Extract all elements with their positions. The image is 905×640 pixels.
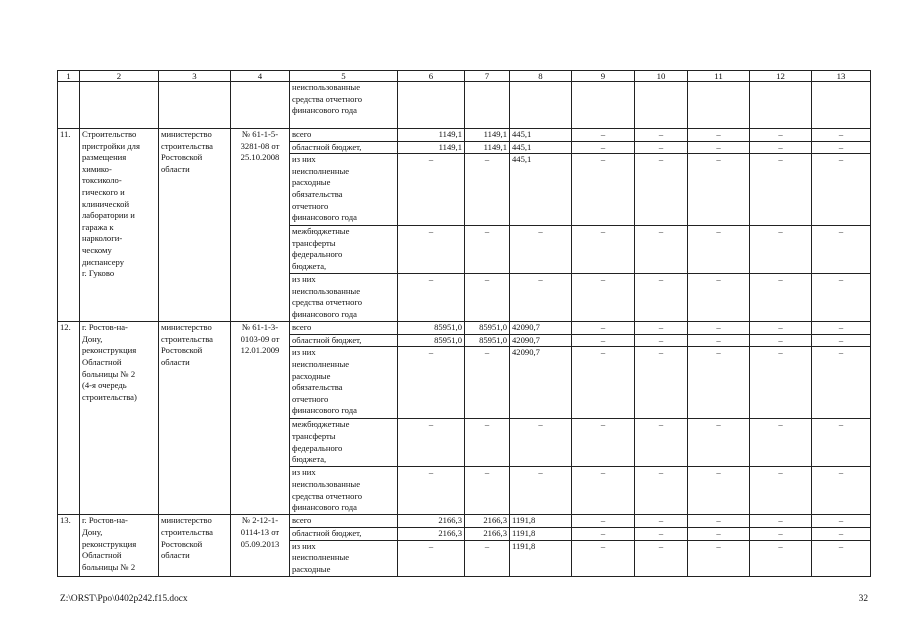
document-reference: № 2-12-1- 0114-13 от 05.09.2013 bbox=[231, 515, 290, 576]
value-cell: – bbox=[750, 226, 812, 274]
document-reference: № 61-1-3- 0103-09 от 12.01.2009 bbox=[231, 322, 290, 515]
value-cell: – bbox=[750, 347, 812, 419]
value-cell: 1149,1 bbox=[465, 141, 510, 154]
organization-name: министерство строительства Ростовской области bbox=[159, 129, 231, 322]
value-cell: – bbox=[812, 141, 871, 154]
col-number: 12 bbox=[750, 71, 812, 82]
value-cell: 85951,0 bbox=[398, 322, 465, 335]
value-cell: – bbox=[750, 334, 812, 347]
value-cell: – bbox=[465, 226, 510, 274]
value-cell: – bbox=[812, 347, 871, 419]
table-row bbox=[58, 515, 871, 528]
value-cell: – bbox=[398, 467, 465, 515]
value-cell: 2166,3 bbox=[465, 527, 510, 540]
value-cell: – bbox=[750, 274, 812, 322]
value-cell: – bbox=[688, 322, 750, 335]
value-cell: – bbox=[465, 154, 510, 226]
value-cell: – bbox=[510, 226, 572, 274]
entry-number: 13. bbox=[58, 515, 80, 576]
col-number: 4 bbox=[231, 71, 290, 82]
object-name: Строительство пристройки для размещения химико- токсиколо- гического и клинической лаборатории и гаража к наркологи- ческому диспансеру г. Гуково bbox=[80, 129, 159, 322]
col-number: 9 bbox=[572, 71, 635, 82]
value-cell: 42090,7 bbox=[510, 334, 572, 347]
value-cell: – bbox=[398, 226, 465, 274]
funding-source-cell: всего bbox=[290, 129, 398, 142]
value-cell: 85951,0 bbox=[465, 322, 510, 335]
organization-name: министерство строительства Ростовской области bbox=[159, 322, 231, 515]
value-cell: – bbox=[812, 274, 871, 322]
value-cell: – bbox=[688, 467, 750, 515]
value-cell: 445,1 bbox=[510, 154, 572, 226]
value-cell: 1149,1 bbox=[398, 129, 465, 142]
value-cell: – bbox=[750, 129, 812, 142]
value-cell: – bbox=[812, 467, 871, 515]
organization-name: министерство строительства Ростовской области bbox=[159, 515, 231, 576]
value-cell: – bbox=[635, 334, 688, 347]
table-row bbox=[58, 129, 871, 142]
value-cell: – bbox=[688, 540, 750, 576]
value-cell: – bbox=[572, 322, 635, 335]
value-cell: – bbox=[750, 322, 812, 335]
value-cell: – bbox=[572, 419, 635, 467]
funding-source-cell: неиспользованные средства отчетного финансового года bbox=[290, 82, 398, 129]
value-cell: – bbox=[688, 515, 750, 528]
value-cell: – bbox=[812, 129, 871, 142]
value-cell: – bbox=[688, 154, 750, 226]
value-cell: – bbox=[812, 226, 871, 274]
value-cell: – bbox=[572, 334, 635, 347]
funding-source-cell: всего bbox=[290, 515, 398, 528]
value-cell: 85951,0 bbox=[398, 334, 465, 347]
value-cell: – bbox=[750, 141, 812, 154]
value-cell: – bbox=[750, 527, 812, 540]
value-cell: – bbox=[572, 540, 635, 576]
col-number: 7 bbox=[465, 71, 510, 82]
value-cell: – bbox=[465, 540, 510, 576]
value-cell: 445,1 bbox=[510, 141, 572, 154]
col-number: 5 bbox=[290, 71, 398, 82]
col-number: 8 bbox=[510, 71, 572, 82]
funding-source-cell: межбюджетные трансферты федерального бюджета, bbox=[290, 419, 398, 467]
value-cell: – bbox=[635, 540, 688, 576]
value-cell: – bbox=[398, 274, 465, 322]
value-cell: – bbox=[465, 274, 510, 322]
col-number: 11 bbox=[688, 71, 750, 82]
funding-source-cell: из них неисполненные расходные обязательства отчетного финансового года bbox=[290, 347, 398, 419]
continuation-row bbox=[58, 82, 871, 129]
value-cell: 1191,8 bbox=[510, 515, 572, 528]
funding-source-cell: всего bbox=[290, 322, 398, 335]
value-cell: – bbox=[635, 467, 688, 515]
value-cell: – bbox=[465, 347, 510, 419]
financing-table bbox=[57, 70, 871, 577]
value-cell: – bbox=[812, 154, 871, 226]
value-cell: – bbox=[572, 274, 635, 322]
value-cell: – bbox=[750, 154, 812, 226]
value-cell: – bbox=[572, 141, 635, 154]
value-cell: – bbox=[688, 419, 750, 467]
value-cell: – bbox=[635, 226, 688, 274]
value-cell: – bbox=[812, 540, 871, 576]
document-reference: № 61-1-5- 3281-08 от 25.10.2008 bbox=[231, 129, 290, 322]
value-cell: – bbox=[688, 141, 750, 154]
col-number: 10 bbox=[635, 71, 688, 82]
value-cell: – bbox=[572, 226, 635, 274]
value-cell: – bbox=[572, 347, 635, 419]
col-number: 3 bbox=[159, 71, 231, 82]
file-path: Z:\ORST\Ppo\0402p242.f15.docx bbox=[60, 594, 188, 604]
value-cell: – bbox=[635, 527, 688, 540]
value-cell: – bbox=[812, 419, 871, 467]
value-cell: – bbox=[635, 347, 688, 419]
value-cell: – bbox=[572, 129, 635, 142]
value-cell: 85951,0 bbox=[465, 334, 510, 347]
value-cell: – bbox=[750, 515, 812, 528]
entry-number: 12. bbox=[58, 322, 80, 515]
value-cell: – bbox=[635, 515, 688, 528]
funding-source-cell: из них неиспользованные средства отчетного финансового года bbox=[290, 467, 398, 515]
value-cell: 1149,1 bbox=[398, 141, 465, 154]
object-name: г. Ростов-на- Дону, реконструкция Областной больницы № 2 (4-я очередь строительства) bbox=[80, 322, 159, 515]
funding-source-cell: областной бюджет, bbox=[290, 141, 398, 154]
page-number: 32 bbox=[858, 594, 868, 604]
value-cell: – bbox=[812, 322, 871, 335]
col-number: 6 bbox=[398, 71, 465, 82]
value-cell: – bbox=[398, 540, 465, 576]
funding-source-cell: из них неисполненные расходные обязательства отчетного финансового года bbox=[290, 154, 398, 226]
funding-source-cell: межбюджетные трансферты федерального бюджета, bbox=[290, 226, 398, 274]
column-number-row bbox=[58, 71, 871, 82]
value-cell: – bbox=[688, 274, 750, 322]
value-cell: 42090,7 bbox=[510, 322, 572, 335]
value-cell: – bbox=[572, 154, 635, 226]
value-cell: – bbox=[465, 467, 510, 515]
value-cell: – bbox=[635, 141, 688, 154]
value-cell: – bbox=[688, 527, 750, 540]
value-cell: 1191,8 bbox=[510, 540, 572, 576]
value-cell: – bbox=[510, 419, 572, 467]
value-cell: – bbox=[688, 226, 750, 274]
value-cell: – bbox=[572, 515, 635, 528]
col-number: 1 bbox=[58, 71, 80, 82]
value-cell: – bbox=[398, 419, 465, 467]
table-row bbox=[58, 322, 871, 335]
value-cell: – bbox=[750, 467, 812, 515]
entry-number: 11. bbox=[58, 129, 80, 322]
value-cell: – bbox=[398, 154, 465, 226]
value-cell: 2166,3 bbox=[398, 515, 465, 528]
value-cell: – bbox=[750, 540, 812, 576]
value-cell: – bbox=[572, 467, 635, 515]
funding-source-cell: из них неиспользованные средства отчетного финансового года bbox=[290, 274, 398, 322]
value-cell: – bbox=[572, 527, 635, 540]
value-cell: – bbox=[635, 419, 688, 467]
value-cell: 2166,3 bbox=[465, 515, 510, 528]
top-margin bbox=[0, 0, 905, 70]
funding-source-cell: областной бюджет, bbox=[290, 527, 398, 540]
value-cell: – bbox=[688, 334, 750, 347]
value-cell: 1191,8 bbox=[510, 527, 572, 540]
value-cell: – bbox=[812, 334, 871, 347]
value-cell: – bbox=[398, 347, 465, 419]
col-number: 13 bbox=[812, 71, 871, 82]
value-cell: – bbox=[635, 129, 688, 142]
value-cell: – bbox=[812, 515, 871, 528]
value-cell: 42090,7 bbox=[510, 347, 572, 419]
value-cell: – bbox=[465, 419, 510, 467]
value-cell: – bbox=[510, 467, 572, 515]
value-cell: 2166,3 bbox=[398, 527, 465, 540]
value-cell: – bbox=[635, 154, 688, 226]
value-cell: 1149,1 bbox=[465, 129, 510, 142]
funding-source-cell: из них неисполненные расходные bbox=[290, 540, 398, 576]
object-name: г. Ростов-на- Дону, реконструкция Областной больницы № 2 bbox=[80, 515, 159, 576]
value-cell: – bbox=[635, 322, 688, 335]
value-cell: – bbox=[688, 129, 750, 142]
value-cell: – bbox=[812, 527, 871, 540]
col-number: 2 bbox=[80, 71, 159, 82]
value-cell: 445,1 bbox=[510, 129, 572, 142]
funding-source-cell: областной бюджет, bbox=[290, 334, 398, 347]
value-cell: – bbox=[750, 419, 812, 467]
value-cell: – bbox=[510, 274, 572, 322]
value-cell: – bbox=[688, 347, 750, 419]
value-cell: – bbox=[635, 274, 688, 322]
